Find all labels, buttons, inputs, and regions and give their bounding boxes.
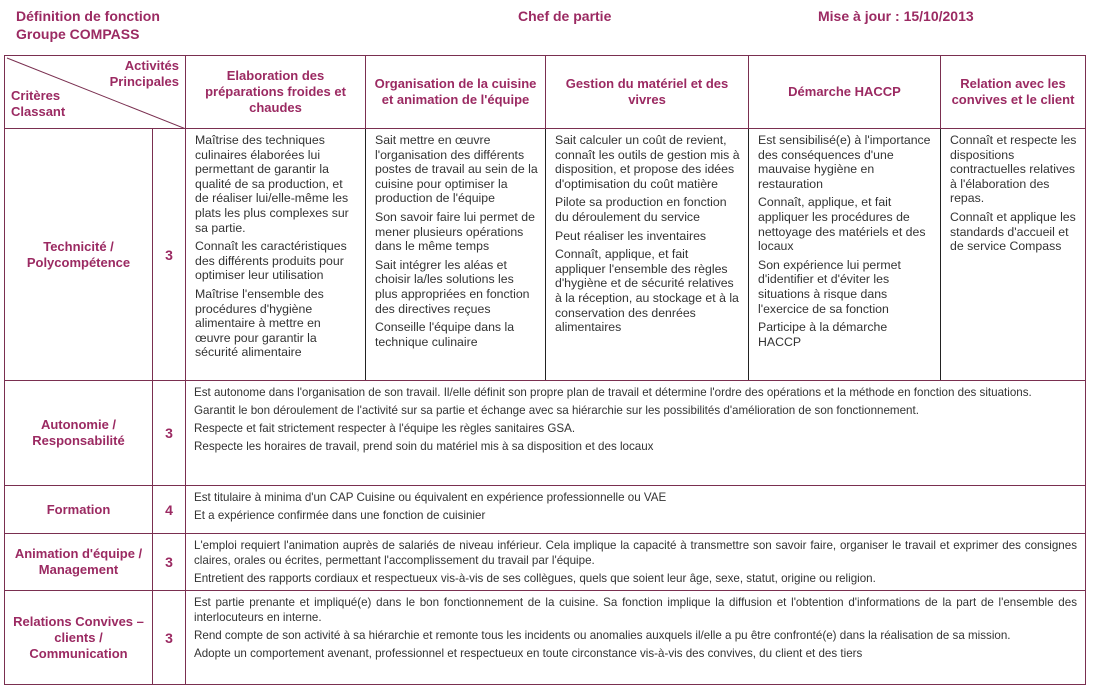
cell-text: Maîtrise des techniques culinaires élaborées lui permettant de garantir la qualité de sa production, et de réaliser lui/elle-même les plats les plus complexes sur sa partie. (195, 133, 349, 235)
cell-text: Est sensibilisé(e) à l'importance des conséquences d'une mauvaise hygiène en restauration (758, 133, 931, 191)
description-cell (186, 486, 1086, 534)
level-value: 3 (153, 591, 186, 685)
cell-text: Participe à la démarche HACCP (758, 320, 888, 349)
criterion-label: Animation d'équipe / Management (5, 534, 153, 591)
level-value: 4 (153, 486, 186, 534)
cell-text: Entretient des rapports cordiaux et respectueux vis-à-vis de ses collègues, quels que soient leur âge, sexe, statut, origine ou religion. (194, 572, 876, 585)
level-value: 3 (153, 534, 186, 591)
cell-text: Rend compte de son activité à sa hiérarchie et remonte tous les incidents ou anomalies auxquels il/elle a pu être confronté(e) dans la réalisation de sa mission. (194, 629, 1011, 642)
column-header: Gestion du matériel et des vivres (546, 56, 749, 129)
cell-text: Sait calculer un coût de revient, connaît les outils de gestion mis à disposition, et propose des idées d'optimisation du coût matière (555, 133, 740, 191)
level-value: 3 (153, 129, 186, 381)
column-header: Relation avec les convives et le client (941, 56, 1086, 129)
update-date: Mise à jour : 15/10/2013 (818, 8, 974, 24)
cell-text: Son savoir faire lui permet de mener plusieurs opérations dans le même temps (375, 209, 535, 254)
table-row (5, 381, 1086, 486)
table-row (5, 129, 1086, 381)
table-row (5, 534, 1086, 591)
level-value: 3 (153, 381, 186, 486)
table-row (5, 591, 1086, 685)
job-title: Chef de partie (518, 8, 612, 24)
cell-text: Et a expérience confirmée dans une fonction de cuisinier (194, 509, 486, 522)
description-cell (186, 534, 1086, 591)
cell-text: Son expérience lui permet d'identifier et d'éviter les situations à risque dans l'exercice de sa fonction (758, 257, 901, 316)
cell-text: Pilote sa production en fonction du déroulement du service (555, 195, 727, 224)
cell-text: Connaît les caractéristiques des différents produits pour optimiser leur utilisation (195, 239, 347, 283)
criteria-label: Critères Classant (11, 88, 66, 119)
column-header: Organisation de la cuisine et animation de l'équipe (366, 56, 546, 129)
cell-text: Peut réaliser les inventaires (555, 228, 707, 243)
title-line-1: Définition de fonction (16, 8, 160, 24)
header-row (5, 56, 1086, 129)
description-cell (186, 381, 1086, 486)
activity-cell (749, 129, 941, 381)
cell-text: Connaît et respecte les dispositions contractuelles relatives à l'élaboration des repas. (950, 133, 1077, 206)
activity-cell (366, 129, 546, 381)
criterion-label: Technicité / Polycompétence (5, 129, 153, 381)
column-header: Elaboration des préparations froides et chaudes (186, 56, 366, 129)
cell-text: Sait intégrer les aléas et choisir la/les solutions les plus appropriées en fonction des directives reçues (375, 257, 530, 316)
column-header: Démarche HACCP (749, 56, 941, 129)
description-cell (186, 591, 1086, 685)
cell-text: Est partie prenante et impliqué(e) dans le bon fonctionnement de la cuisine. Sa fonction implique la diffusion et l'obtention d'informations de la part de l'ensemble des interlocuteurs en interne. (194, 596, 1077, 624)
activity-cell (941, 129, 1086, 381)
activities-label: Activités Principales (109, 58, 179, 89)
cell-text: Maîtrise l'ensemble des procédures d'hygiène alimentaire à mettre en œuvre pour garantir la sécurité alimentaire (195, 286, 324, 360)
cell-text: Respecte les horaires de travail, prend soin du matériel mis à sa disposition et des locaux (194, 440, 654, 453)
criterion-label: Autonomie / Responsabilité (5, 381, 153, 486)
cell-text: Conseille l'équipe dans la technique culinaire (375, 320, 515, 349)
cell-text: Est titulaire à minima d'un CAP Cuisine ou équivalent en expérience professionnelle ou VAE (194, 491, 667, 504)
cell-text: Est autonome dans l'organisation de son travail. Il/elle définit son propre plan de travail et détermine l'ordre des opérations et la méthode en fonction des situations. (194, 386, 1032, 399)
cell-text: Connaît, applique, et fait appliquer les procédures de nettoyage des matériels et des locaux (758, 195, 926, 254)
document-title (16, 7, 160, 43)
activity-cell (186, 129, 366, 381)
cell-text: Connaît, applique, et fait appliquer l'ensemble des règles d'hygiène et de sécurité relatives à la réception, au stockage et à la conservation des denrées alimentaires (555, 247, 739, 335)
corner-cell (5, 56, 186, 129)
cell-text: Sait mettre en œuvre l'organisation des différents postes de travail au sein de la cuisine pour optimiser la production de l'équipe (375, 133, 538, 206)
activity-cell (546, 129, 749, 381)
criterion-label: Formation (5, 486, 153, 534)
cell-text: Connaît et applique les standards d'accueil et de service Compass (950, 209, 1076, 254)
cell-text: Respecte et fait strictement respecter à l'équipe les règles sanitaires GSA. (194, 422, 576, 435)
cell-text: L'emploi requiert l'animation auprès de salariés de niveau inférieur. Cela implique la capacité à transmettre son savoir faire, organiser le travail et exprimer des consignes claires, orales ou écrites, permettant l'accomplissement du travail par l'équipe. (194, 539, 1077, 567)
cell-text: Garantit le bon déroulement de l'activité sur sa partie et échange avec sa hiérarchie sur les possibilités d'amélioration de son fonctionnement. (194, 404, 919, 417)
cell-text: Adopte un comportement avenant, professionnel et respectueux en toute circonstance vis-à-vis des convives, du client et des tiers (194, 647, 863, 660)
criterion-label: Relations Convives – clients / Communication (5, 591, 153, 685)
function-table (4, 55, 1086, 685)
table-row (5, 486, 1086, 534)
title-line-2: Groupe COMPASS (16, 26, 140, 42)
